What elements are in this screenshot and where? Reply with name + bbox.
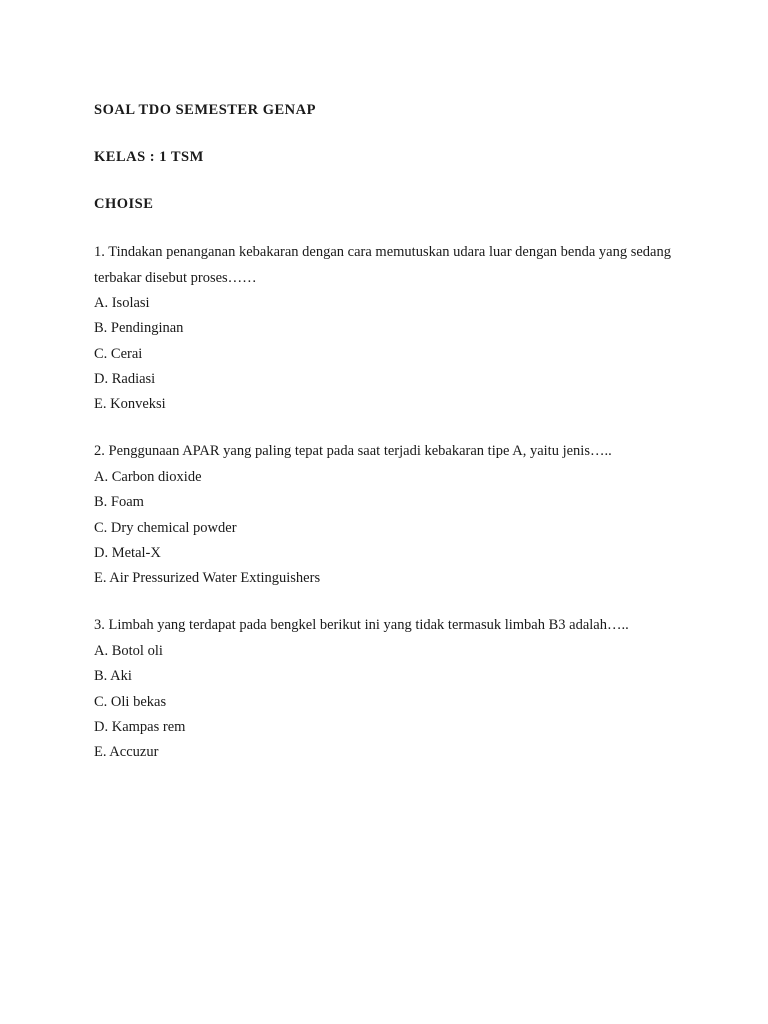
question-text: 3. Limbah yang terdapat pada bengkel berikut ini yang tidak termasuk limbah B3 adalah….. bbox=[94, 617, 629, 634]
option-list bbox=[94, 639, 688, 765]
option-item: E. Konveksi bbox=[94, 396, 166, 413]
question-text: 1. Tindakan penanganan kebakaran dengan cara memutuskan udara luar dengan benda yang sedang terbakar disebut proses…… bbox=[94, 244, 671, 286]
option-item: C. Oli bekas bbox=[94, 693, 167, 710]
option-item: B. Aki bbox=[94, 668, 132, 685]
question-2 bbox=[94, 439, 688, 591]
option-item: E. Air Pressurized Water Extinguishers bbox=[94, 570, 321, 587]
option-list bbox=[94, 291, 688, 417]
document-title: SOAL TDO SEMESTER GENAP bbox=[94, 102, 316, 118]
option-item: D. Kampas rem bbox=[94, 718, 186, 735]
question-text: 2. Penggunaan APAR yang paling tepat pada saat terjadi kebakaran tipe A, yaitu jenis….. bbox=[94, 443, 612, 460]
option-item: A. Isolasi bbox=[94, 295, 150, 311]
option-list bbox=[94, 465, 688, 591]
option-item: A. Botol oli bbox=[94, 642, 163, 659]
class-label: KELAS : 1 TSM bbox=[94, 149, 204, 165]
section-heading: CHOISE bbox=[94, 196, 154, 212]
option-item: C. Dry chemical powder bbox=[94, 519, 237, 536]
option-item: B. Foam bbox=[94, 494, 144, 511]
question-3 bbox=[94, 613, 688, 765]
option-item: D. Metal-X bbox=[94, 544, 161, 561]
option-item: C. Cerai bbox=[94, 345, 143, 362]
option-item: B. Pendinginan bbox=[94, 320, 184, 337]
option-item: D. Radiasi bbox=[94, 370, 156, 387]
option-item: A. Carbon dioxide bbox=[94, 468, 202, 485]
option-item: E. Accuzur bbox=[94, 744, 159, 761]
question-1 bbox=[94, 240, 688, 417]
